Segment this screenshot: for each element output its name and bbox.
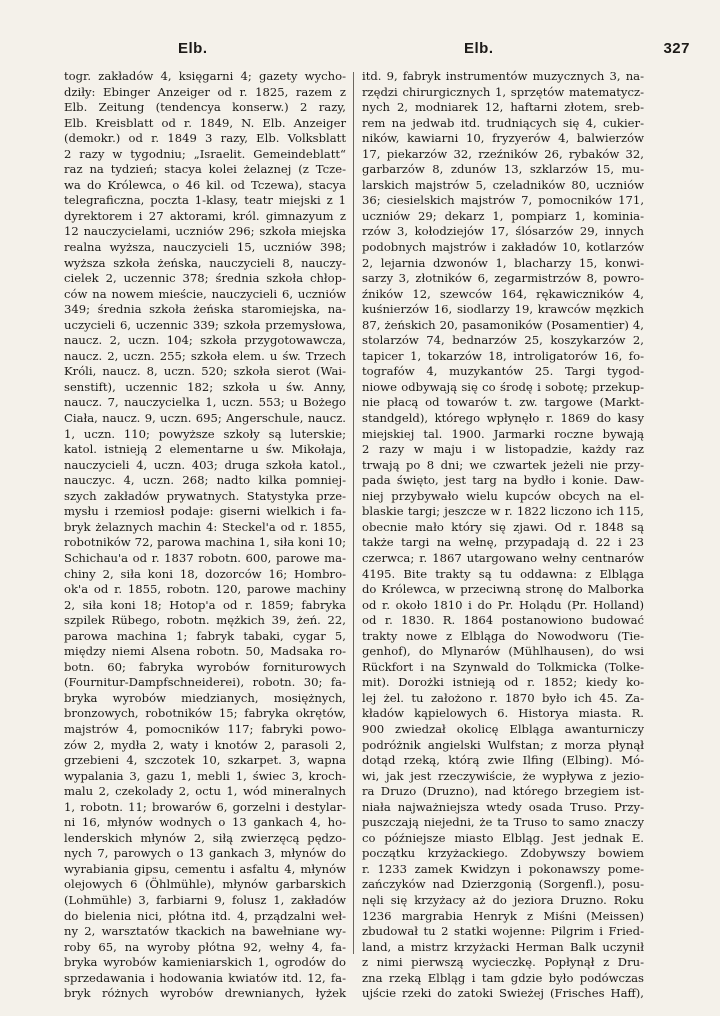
text-line: bryka wyrobów kamieniarskich 1, ogrodów do <box>64 955 346 970</box>
text-line: ok'a od r. 1855, robotn. 120, parowe machiny <box>64 582 346 597</box>
text-line: Schichau'a od r. 1837 robotn. 600, parowe ma- <box>64 550 346 565</box>
text-line: ników, kawiarni 10, fryzyerów 4, balwierzów <box>362 131 644 146</box>
text-line: bryka wyrobów miedzianych, mosiężnych, <box>64 690 346 705</box>
running-header-right: Elb. <box>464 40 494 57</box>
text-line: ra Druzo (Druzno), nad którego brzegiem ist- <box>362 784 644 799</box>
text-line: między niemi Alsena robotn. 50, Madsaka ro- <box>64 644 346 659</box>
text-line: z nimi pierwszą wycieczkę. Popłynął z Dru- <box>362 955 644 970</box>
text-line: zbudował tu 2 statki wojenne: Pilgrim i Fried- <box>362 924 644 939</box>
text-line: ujście rzeki do zatoki Swieżej (Frisches Haff), <box>362 986 644 1001</box>
text-line: Rückfort i na Szynwald do Tolkmicka (Tolke- <box>362 659 644 674</box>
text-line: do bielenia nici, płótna itd. 4, prządzalni weł- <box>64 908 346 923</box>
text-line: pada święto, jest targ na bydło i konie. Daw- <box>362 473 644 488</box>
right-text-column <box>362 69 644 1002</box>
text-line: tapicer 1, tokarzów 18, introligatorów 16, fo- <box>362 348 644 363</box>
column-divider <box>353 72 354 954</box>
text-line: od r. 1830. R. 1864 postanowiono budować <box>362 613 644 628</box>
text-line: blaskie targi; jeszcze w r. 1822 liczono ich 115, <box>362 504 644 519</box>
text-line: miejskiej tal. 1900. Jarmarki roczne bywają <box>362 426 644 441</box>
text-line: wa do Królewca, o 46 kil. od Tczewa), stacya <box>64 177 346 192</box>
text-line: olejowych 6 (Öhlmühle), młynów garbarskich <box>64 877 346 892</box>
text-line: szych zakładów prywatnych. Statystyka prze- <box>64 488 346 503</box>
text-line: genhof), do Mlynarów (Mühlhausen), do wsi <box>362 644 644 659</box>
text-line: roby 65, na wyroby płótna 92, wełny 4, fa- <box>64 939 346 954</box>
text-line: czerwca; r. 1867 utargowano wełny centnarów <box>362 550 644 565</box>
text-line: bryk różnych wyrobów drewnianych, łyżek <box>64 986 346 1001</box>
text-line: niała najważniejsza wtedy osada Truso. Przy- <box>362 799 644 814</box>
text-line: początku krzyżackiego. Zdobywszy bowiem <box>362 846 644 861</box>
text-line: nauczycieli 4, uczn. 403; druga szkoła katol., <box>64 457 346 472</box>
text-line: wyższa szkoła żeńska, nauczycieli 8, nauczy- <box>64 255 346 270</box>
text-line: robotników 72, parowa machina 1, siła koni 10; <box>64 535 346 550</box>
text-line: dziły: Ebinger Anzeiger od r. 1825, razem z <box>64 84 346 99</box>
text-line: mit). Dorożki istnieją od r. 1852; kiedy ko- <box>362 675 644 690</box>
text-line: Elb. Kreisblatt od r. 1849, N. Elb. Anzeiger <box>64 115 346 130</box>
text-line: standgeld), którego wpłynęło r. 1869 do kasy <box>362 411 644 426</box>
text-line: naucz. 2, uczn. 104; szkoła przygotowawcza, <box>64 333 346 348</box>
text-line: (Fournitur-Dampfschneiderei), robotn. 30; fa- <box>64 675 346 690</box>
text-line: realna wyższa, nauczycieli 15, uczniów 398; <box>64 240 346 255</box>
text-line: 4195. Bite trakty są tu oddawna: z Elbląga <box>362 566 644 581</box>
text-line: stolarzów 74, bednarzów 25, koszykarzów 2, <box>362 333 644 348</box>
text-line: malu 2, czekolady 2, octu 1, wód mineralnych <box>64 784 346 799</box>
text-line: 2, siła koni 18; Hotop'a od r. 1859; fabryka <box>64 597 346 612</box>
text-line: Elb. Zeitung (tendencya konserw.) 2 razy, <box>64 100 346 115</box>
text-line: ni 16, młynów wodnych o 13 gankach 4, ho- <box>64 815 346 830</box>
page-number: 327 <box>663 40 690 57</box>
text-line: (Lohmühle) 3, farbiarni 9, folusz 1, zakładów <box>64 892 346 907</box>
text-line: botn. 60; fabryka wyrobów forniturowych <box>64 659 346 674</box>
text-line: dotąd rzeką, którą zwie Ilfing (Elbing). Mó- <box>362 753 644 768</box>
text-line: 900 zwiedzał okolicę Elbląga awanturniczy <box>362 721 644 736</box>
text-line: mysłu i rzemiosł podaje: giserni wielkich i fa- <box>64 504 346 519</box>
text-line: 1236 margrabia Henryk z Miśni (Meissen) <box>362 908 644 923</box>
text-line: nie płacą od towarów t. zw. targowe (Markt- <box>362 395 644 410</box>
text-line: raz na tydzień; stacya kolei żelaznej (z Tcze- <box>64 162 346 177</box>
text-line: rzędzi chirurgicznych 1, sprzętów matematycz- <box>362 84 644 99</box>
text-line: nęli się krzyżacy aż do jeziora Druzno. Roku <box>362 892 644 907</box>
text-line: bryk żelaznych machin 4: Steckel'a od r. 1855, <box>64 519 346 534</box>
text-line: nych 2, modniarek 12, haftarni złotem, sreb- <box>362 100 644 115</box>
text-line: niowe odbywają się co środę i sobotę; przekup- <box>362 379 644 394</box>
left-text-column <box>64 69 346 1002</box>
text-line: nauczyc. 4, uczn. 268; nadto kilka pomniej- <box>64 473 346 488</box>
text-line: majstrów 4, pomocników 117; fabryki powo- <box>64 721 346 736</box>
text-line: kładów kąpielowych 6. Historya miasta. R. <box>362 706 644 721</box>
text-line: 17, piekarzów 32, rzeźników 26, rybaków 32, <box>362 146 644 161</box>
running-header-left: Elb. <box>178 40 208 57</box>
text-line: 349; średnia szkoła żeńska staromiejska, na- <box>64 302 346 317</box>
text-line: dyrektorem i 27 aktorami, król. gimnazyum z <box>64 208 346 223</box>
text-line: naucz. 2, uczn. 255; szkoła elem. u św. Trzech <box>64 348 346 363</box>
text-line: senstift), uczennic 182; szkoła u św. Anny, <box>64 379 346 394</box>
text-line: bronzowych, robotników 15; fabryka okrętów, <box>64 706 346 721</box>
text-line: zna rzeką Elbląg i tam gdzie było podówczas <box>362 970 644 985</box>
text-line: r. 1233 zamek Kwidzyn i pokonawszy pome- <box>362 861 644 876</box>
text-line: grzebieni 4, szczotek 10, szkarpet. 3, wapna <box>64 753 346 768</box>
text-line: uczycieli 6, uczennic 339; szkoła przemysłowa, <box>64 317 346 332</box>
text-line: garbarzów 8, zdunów 13, szklarzów 15, mu- <box>362 162 644 177</box>
text-line: 1, robotn. 11; browarów 6, gorzelni i destylar- <box>64 799 346 814</box>
text-line: od r. około 1810 i do Pr. Holądu (Pr. Holland) <box>362 597 644 612</box>
text-line: togr. zakładów 4, księgarni 4; gazety wycho- <box>64 69 346 83</box>
text-line: lej żel. tu założono r. 1870 było ich 45. Za- <box>362 690 644 705</box>
text-line: naucz. 7, nauczycielka 1, uczn. 553; u Bożego <box>64 395 346 410</box>
text-line: także targi na wełnę, przypadają d. 22 i 23 <box>362 535 644 550</box>
text-line: 1, uczn. 110; powyższe szkoły są luterskie; <box>64 426 346 441</box>
text-line: (demokr.) od r. 1849 3 razy, Elb. Volksblatt <box>64 131 346 146</box>
text-line: ców na nowem mieście, nauczycieli 6, uczniów <box>64 286 346 301</box>
text-line: lenderskich młynów 2, siłą zwierzęcą pędzo- <box>64 830 346 845</box>
text-line: wyrabiania gipsu, cementu i asfaltu 4, młynów <box>64 861 346 876</box>
text-line: rzów 3, kołodziejów 17, ślósarzów 29, innych <box>362 224 644 239</box>
text-line: Ciała, naucz. 9, uczn. 695; Angerschule, naucz. <box>64 411 346 426</box>
text-line: sprzedawania i hodowania kwiatów itd. 12, fa- <box>64 970 346 985</box>
text-line: puszczają niejedni, że ta Truso to samo znaczy <box>362 815 644 830</box>
text-line: niej przybywało wielu kupców obcych na el- <box>362 488 644 503</box>
text-line: itd. 9, fabryk instrumentów muzycznych 3, na- <box>362 69 644 83</box>
text-line: 2 razy w tygodniu; „Israelit. Gemeindeblatt“ <box>64 146 346 161</box>
text-line: kuśnierzów 16, siodlarzy 19, krawców męzkich <box>362 302 644 317</box>
text-line: 36; ciesielskich majstrów 7, pomocników 171, <box>362 193 644 208</box>
text-line: chiny 2, siła koni 18, dozorców 16; Hombro- <box>64 566 346 581</box>
text-line: zańczyków nad Dzierzgonią (Sorgenfl.), posu- <box>362 877 644 892</box>
text-line: katol. istnieją 2 elementarne u św. Mikołaja, <box>64 442 346 457</box>
text-line: źników 12, szewców 164, rękawiczników 4, <box>362 286 644 301</box>
text-line: rem na jedwab itd. trudniących się 4, cukier- <box>362 115 644 130</box>
text-line: tografów 4, muzykantów 25. Targi tygod- <box>362 364 644 379</box>
text-line: do Królewca, w przeciwną stronę do Malborka <box>362 582 644 597</box>
text-line: telegraficzna, poczta 1-klasy, teatr miejski z 1 <box>64 193 346 208</box>
text-line: parowa machina 1; fabryk tabaki, cygar 5, <box>64 628 346 643</box>
text-line: land, a mistrz krzyżacki Herman Balk uczynił <box>362 939 644 954</box>
text-line: 12 nauczycielami, uczniów 296; szkoła miejska <box>64 224 346 239</box>
text-line: uczniów 29; dekarz 1, pompiarz 1, kominia- <box>362 208 644 223</box>
text-line: 2 razy w maju i w listopadzie, każdy raz <box>362 442 644 457</box>
text-line: zów 2, mydła 2, waty i knotów 2, parasoli 2, <box>64 737 346 752</box>
text-line: obecnie mało który się zjawi. Od r. 1848 są <box>362 519 644 534</box>
text-line: szpilek Rübego, robotn. mężkich 39, żeń. 22, <box>64 613 346 628</box>
text-line: larskich majstrów 5, czeladników 80, uczniów <box>362 177 644 192</box>
text-line: trakty nowe z Elbląga do Nowodworu (Tie- <box>362 628 644 643</box>
text-line: ny 2, warsztatów tkackich na bawełniane wy- <box>64 924 346 939</box>
text-line: co późniejsze miasto Elbląg. Jest jednak E. <box>362 830 644 845</box>
text-line: sarzy 3, złotników 6, zegarmistrzów 8, powro- <box>362 271 644 286</box>
text-line: wypalania 3, gazu 1, mebli 1, świec 3, kroch- <box>64 768 346 783</box>
text-line: 87, żeńskich 20, pasamoników (Posamentier) 4, <box>362 317 644 332</box>
text-line: trwają po 8 dni; we czwartek jeżeli nie przy- <box>362 457 644 472</box>
text-line: cielek 2, uczennic 378; średnia szkoła chłop- <box>64 271 346 286</box>
text-line: wi, jak jest rzeczywiście, że wypływa z jezio- <box>362 768 644 783</box>
text-line: podróżnik angielski Wulfstan; z morza płynął <box>362 737 644 752</box>
text-line: 2, lejarnia dzwonów 1, blacharzy 15, konwi- <box>362 255 644 270</box>
text-line: podobnych majstrów i zakładów 10, kotlarzów <box>362 240 644 255</box>
text-line: nych 7, parowych o 13 gankach 3, młynów do <box>64 846 346 861</box>
text-line: Króli, naucz. 8, uczn. 520; szkoła sierot (Wai- <box>64 364 346 379</box>
